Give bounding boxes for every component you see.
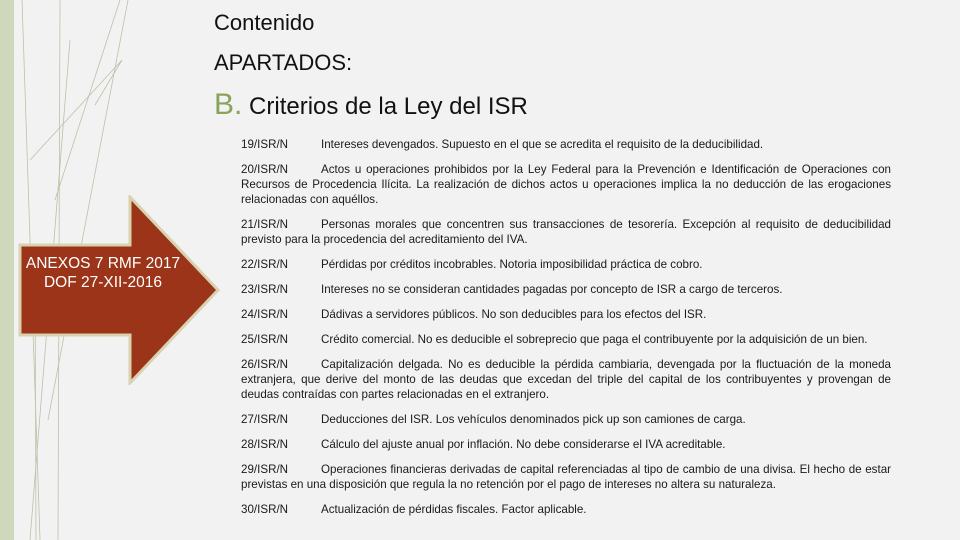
criterion-item — [241, 137, 891, 152]
page-title: Contenido — [214, 10, 315, 35]
criterion-code: 20/ISR/N — [241, 163, 289, 176]
criterion-code: 24/ISR/N — [241, 308, 289, 321]
criterion-text: Cálculo del ajuste anual por inflación. No debe considerarse el IVA acreditable. — [321, 438, 726, 451]
criterion-text: Dádivas a servidores públicos. No son deducibles para los efectos del ISR. — [321, 308, 707, 321]
page-subtitle: APARTADOS: — [214, 50, 353, 75]
criterion-item — [241, 357, 891, 402]
criterion-item — [241, 412, 891, 427]
section-letter: B. — [214, 88, 243, 121]
criterion-code: 21/ISR/N — [241, 218, 289, 231]
criteria-list — [241, 137, 891, 527]
criterion-item — [241, 462, 891, 492]
criterion-text: Deducciones del ISR. Los vehículos denominados pick up son camiones de carga. — [321, 413, 746, 426]
criterion-text: Crédito comercial. No es deducible el sobreprecio que paga el contribuyente por la adquisición de un bien. — [321, 333, 868, 346]
criterion-text: Intereses devengados. Supuesto en el que se acredita el requisito de la deducibilidad. — [321, 138, 764, 151]
section-heading — [214, 88, 528, 122]
criterion-item — [241, 502, 891, 517]
criterion-code: 26/ISR/N — [241, 358, 289, 371]
criterion-text: Intereses no se consideran cantidades pagadas por concepto de ISR a cargo de terceros. — [321, 283, 783, 296]
criterion-item — [241, 437, 891, 452]
criterion-code: 19/ISR/N — [241, 138, 289, 151]
criterion-text: Actualización de pérdidas fiscales. Factor aplicable. — [321, 503, 587, 516]
criterion-code: 28/ISR/N — [241, 438, 289, 451]
criterion-item — [241, 162, 891, 207]
criterion-text: Capitalización delgada. No es deducible la pérdida cambiaria, devengada por la fluctuación de la moneda extranjera, que derive del monto de las deudas que excedan del triple del capital de los contribuyentes y provengan de deudas contraídas con partes relacionadas en el extranjero. — [241, 358, 891, 401]
criterion-code: 29/ISR/N — [241, 463, 289, 476]
criterion-code: 23/ISR/N — [241, 283, 289, 296]
section-title: Criterios de la Ley del ISR — [249, 93, 528, 120]
criterion-item — [241, 257, 891, 272]
criterion-text: Personas morales que concentren sus transacciones de tesorería. Excepción al requisito de deducibilidad previsto para la procedencia del acreditamiento del IVA. — [241, 218, 891, 246]
criterion-code: 27/ISR/N — [241, 413, 289, 426]
criterion-item — [241, 307, 891, 322]
criterion-text: Pérdidas por créditos incobrables. Notoria imposibilidad práctica de cobro. — [321, 258, 703, 271]
arrow-label: ANEXOS 7 RMF 2017 DOF 27-XII-2016 — [25, 255, 181, 291]
criterion-code: 25/ISR/N — [241, 333, 289, 346]
criterion-code: 30/ISR/N — [241, 503, 289, 516]
criterion-item — [241, 217, 891, 247]
criterion-text: Actos u operaciones prohibidos por la Ley Federal para la Prevención e Identificación de Operaciones con Recursos de Procedencia Ilícita. La realización de dichos actos u operaciones implica la no deducción de las erogaciones relacionadas con aquéllos. — [241, 163, 891, 206]
criterion-text: Operaciones financieras derivadas de capital referenciadas al tipo de cambio de una divisa. El hecho de estar previstas en una disposición que regula la no retención por el pago de intereses no altera su naturaleza. — [241, 463, 891, 491]
criterion-item — [241, 332, 891, 347]
criterion-code: 22/ISR/N — [241, 258, 289, 271]
criterion-item — [241, 282, 891, 297]
